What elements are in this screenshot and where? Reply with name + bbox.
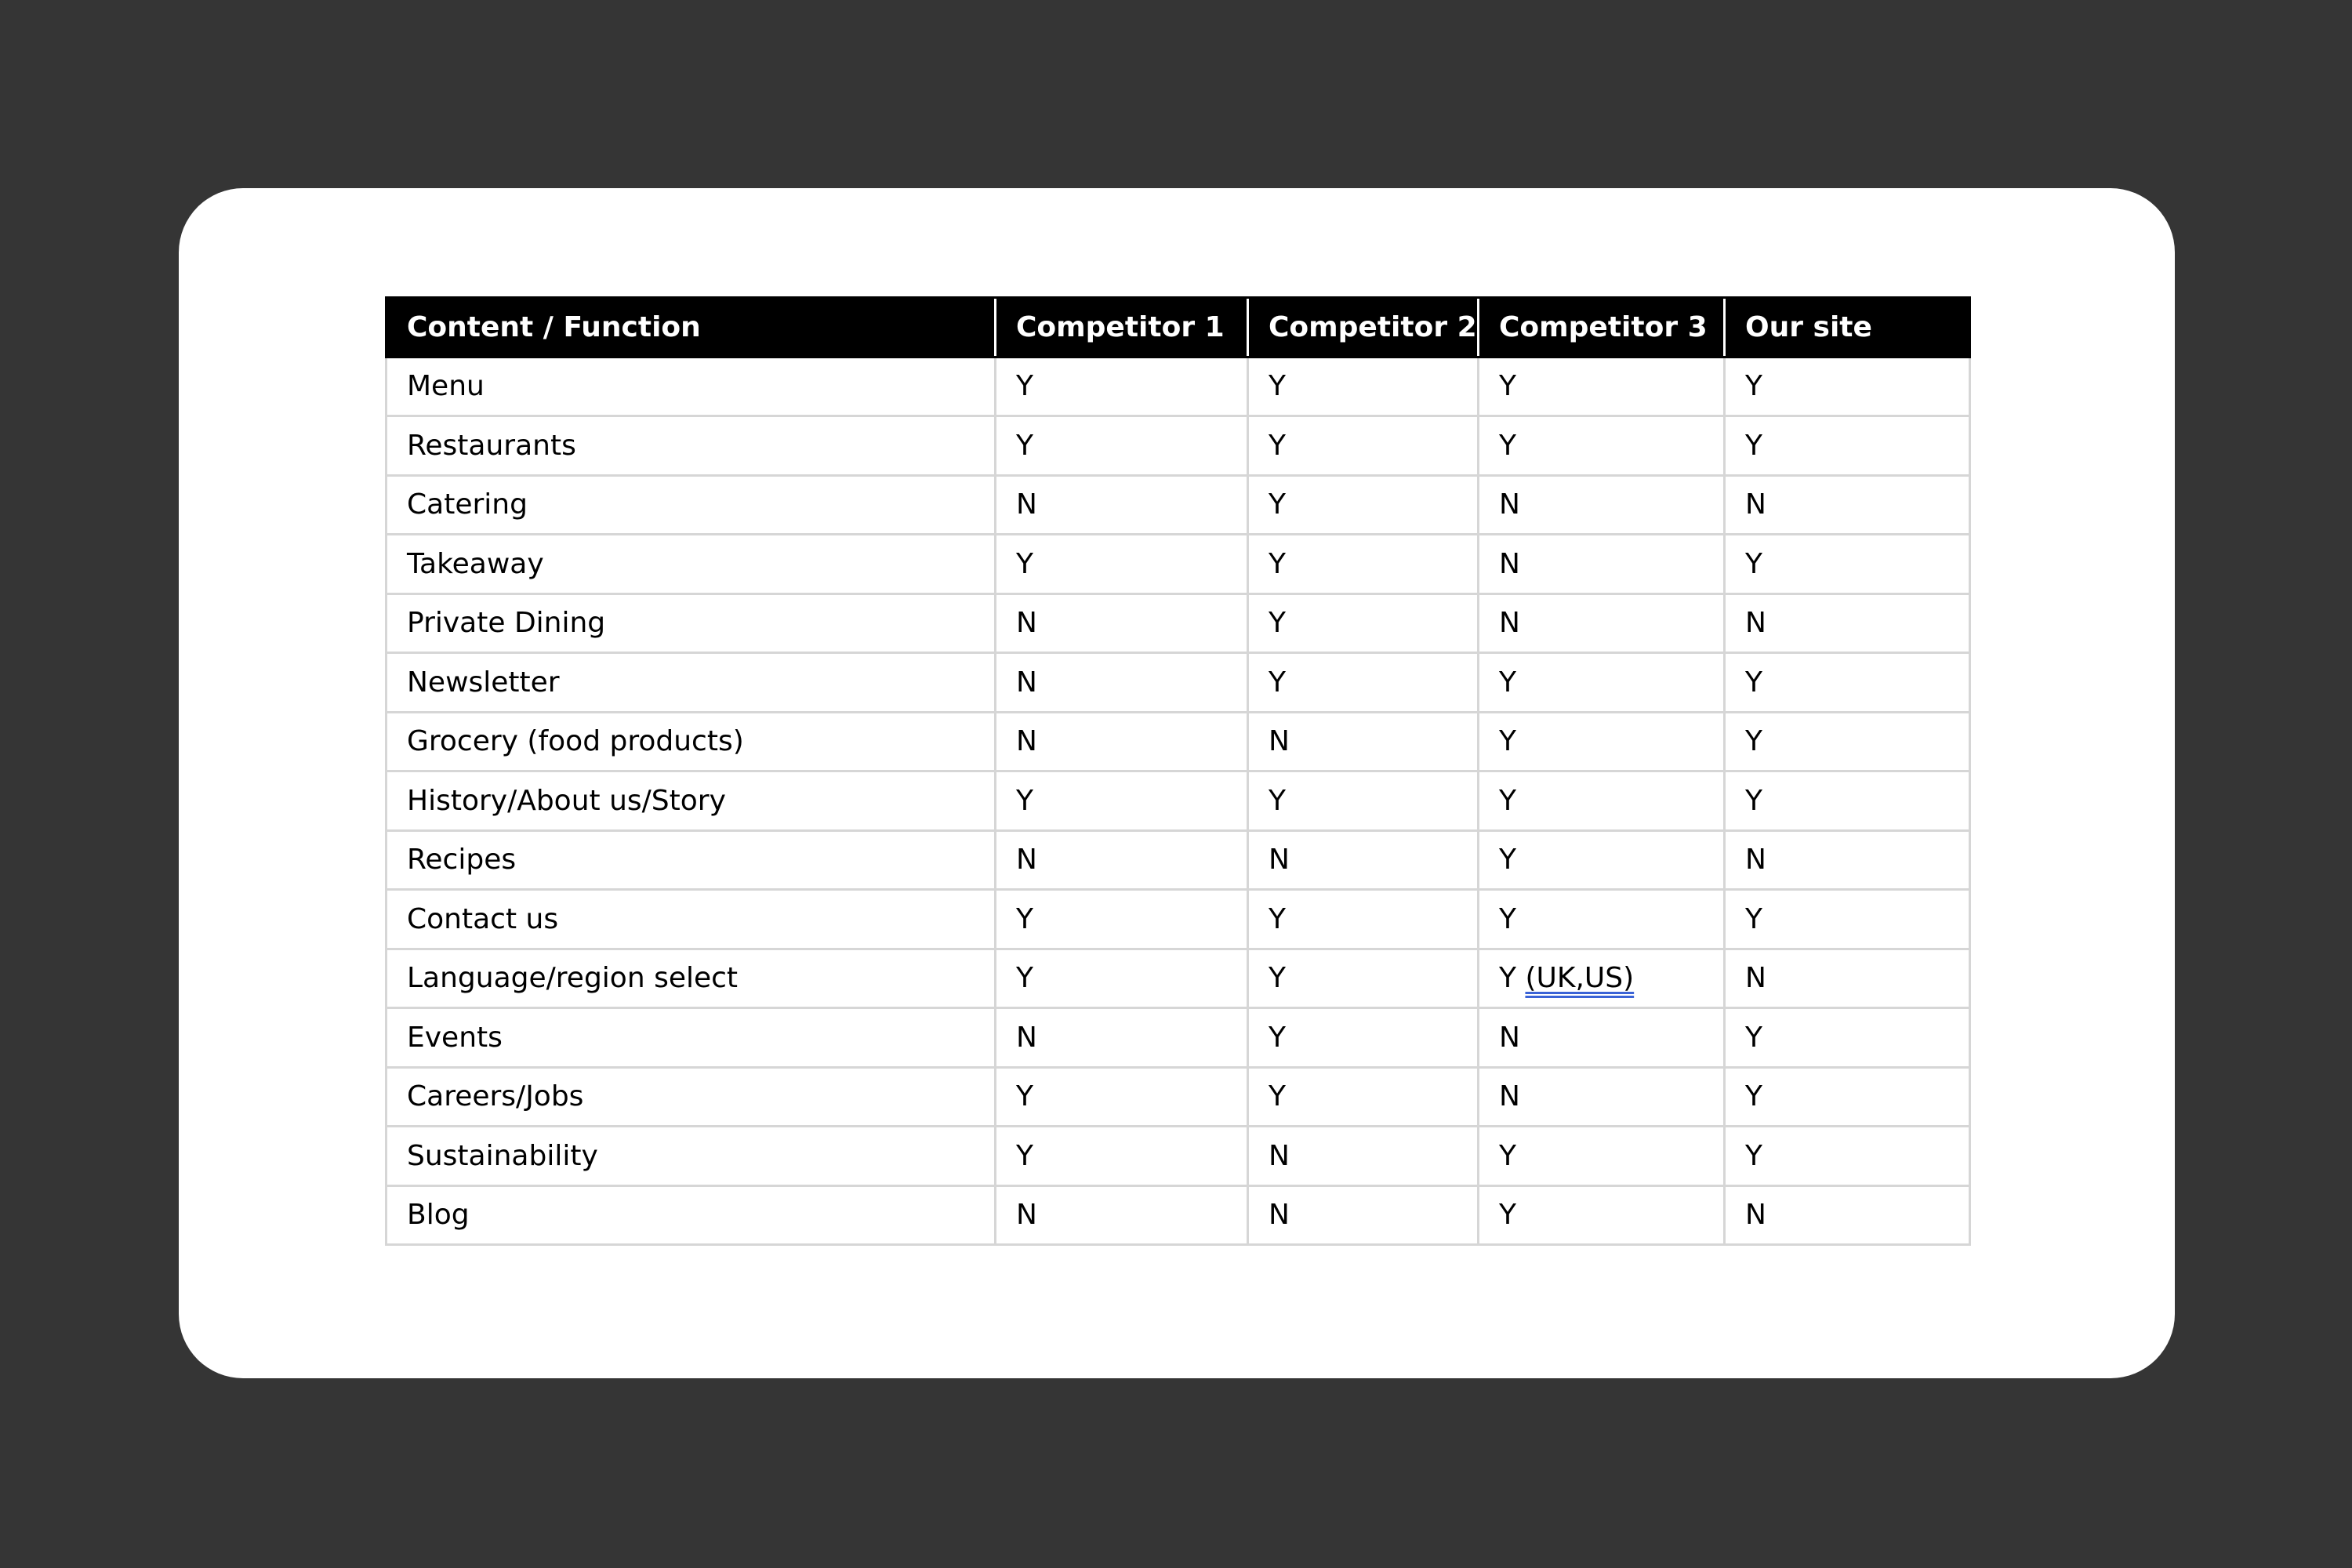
header-competitor-3: Competitor 3 [1479, 298, 1725, 358]
cell-our-site-value: Y [1745, 1080, 1762, 1113]
cell-competitor-2 [1248, 1185, 1479, 1245]
cell-feature [387, 890, 996, 949]
cell-feature [387, 1008, 996, 1068]
cell-competitor-3 [1479, 1185, 1725, 1245]
cell-feature [387, 357, 996, 416]
cell-competitor-1-value: N [1016, 1021, 1037, 1054]
cell-feature [387, 830, 996, 890]
cell-feature-value: Restaurants [407, 429, 576, 462]
cell-competitor-1 [996, 1127, 1248, 1186]
cell-competitor-1 [996, 1185, 1248, 1245]
cell-competitor-3-value: Y [1499, 666, 1516, 699]
cell-competitor-1-value: N [1016, 725, 1037, 758]
cell-feature [387, 535, 996, 594]
cell-competitor-3 [1479, 416, 1725, 476]
cell-competitor-2-value: N [1269, 725, 1290, 758]
table-row [387, 771, 1970, 831]
cell-competitor-2 [1248, 771, 1479, 831]
cell-competitor-2-value: Y [1269, 784, 1286, 817]
cell-competitor-1-value: Y [1016, 962, 1033, 995]
cell-competitor-3 [1479, 949, 1725, 1008]
cell-competitor-2-value: Y [1269, 429, 1286, 462]
cell-competitor-2 [1248, 1008, 1479, 1068]
cell-competitor-2-value: Y [1269, 962, 1286, 995]
cell-competitor-2-value: Y [1269, 370, 1286, 403]
cell-competitor-1 [996, 712, 1248, 771]
header-competitor-1: Competitor 1 [996, 298, 1248, 358]
comparison-table [385, 296, 1971, 1246]
cell-competitor-1 [996, 771, 1248, 831]
table-row [387, 890, 1970, 949]
table-row [387, 1127, 1970, 1186]
cell-competitor-1-value: N [1016, 666, 1037, 699]
cell-competitor-1-value: N [1016, 844, 1037, 877]
cell-feature-value: Grocery (food products) [407, 725, 744, 758]
cell-competitor-3-value: Y [1499, 962, 1516, 995]
header-content-function: Content / Function [387, 298, 996, 358]
table-row [387, 1008, 1970, 1068]
cell-our-site-value: Y [1745, 666, 1762, 699]
cell-our-site [1725, 771, 1970, 831]
cell-feature [387, 712, 996, 771]
cell-competitor-2 [1248, 830, 1479, 890]
cell-our-site [1725, 1185, 1970, 1245]
cell-competitor-2 [1248, 1067, 1479, 1127]
cell-feature [387, 1185, 996, 1245]
table-row [387, 357, 1970, 416]
cell-competitor-2-value: Y [1269, 1021, 1286, 1054]
cell-our-site-value: Y [1745, 1139, 1762, 1172]
cell-our-site [1725, 535, 1970, 594]
cell-competitor-2 [1248, 535, 1479, 594]
cell-our-site-value: N [1745, 488, 1766, 521]
cell-competitor-1 [996, 890, 1248, 949]
cell-competitor-2-value: N [1269, 844, 1290, 877]
cell-feature [387, 949, 996, 1008]
cell-competitor-3-note: (UK,US) [1525, 962, 1635, 995]
cell-competitor-3 [1479, 830, 1725, 890]
cell-competitor-1-value: N [1016, 1199, 1037, 1232]
cell-feature [387, 475, 996, 535]
cell-competitor-1 [996, 653, 1248, 713]
cell-competitor-3-value: N [1499, 547, 1520, 580]
cell-competitor-1-value: Y [1016, 370, 1033, 403]
cell-competitor-3 [1479, 712, 1725, 771]
cell-competitor-1-value: Y [1016, 784, 1033, 817]
cell-feature-value: Recipes [407, 844, 517, 877]
cell-competitor-1 [996, 1067, 1248, 1127]
cell-feature [387, 416, 996, 476]
cell-competitor-1 [996, 830, 1248, 890]
cell-feature [387, 593, 996, 653]
cell-competitor-1 [996, 357, 1248, 416]
cell-competitor-3-value: N [1499, 1080, 1520, 1113]
cell-competitor-2-value: Y [1269, 488, 1286, 521]
cell-competitor-2-value: N [1269, 1139, 1290, 1172]
cell-our-site [1725, 890, 1970, 949]
cell-our-site-value: N [1745, 844, 1766, 877]
cell-competitor-2-value: Y [1269, 547, 1286, 580]
cell-competitor-2 [1248, 416, 1479, 476]
cell-our-site [1725, 830, 1970, 890]
table-row [387, 1185, 1970, 1245]
cell-competitor-1 [996, 416, 1248, 476]
cell-competitor-3-value: N [1499, 488, 1520, 521]
cell-our-site-value: Y [1745, 902, 1762, 935]
cell-our-site [1725, 1127, 1970, 1186]
table-row [387, 593, 1970, 653]
table-row [387, 712, 1970, 771]
cell-competitor-3-value: Y [1499, 1199, 1516, 1232]
cell-feature-value: Newsletter [407, 666, 560, 699]
cell-competitor-3 [1479, 1127, 1725, 1186]
cell-feature-value: Contact us [407, 902, 559, 935]
table-row [387, 830, 1970, 890]
cell-competitor-2 [1248, 949, 1479, 1008]
cell-competitor-1 [996, 535, 1248, 594]
cell-competitor-2 [1248, 357, 1479, 416]
cell-our-site [1725, 475, 1970, 535]
cell-competitor-1-value: Y [1016, 1080, 1033, 1113]
cell-competitor-3-value: Y [1499, 370, 1516, 403]
cell-our-site-value: N [1745, 607, 1766, 640]
cell-competitor-3 [1479, 357, 1725, 416]
cell-feature-value: Catering [407, 488, 528, 521]
table-header [387, 298, 1970, 358]
cell-competitor-1 [996, 949, 1248, 1008]
cell-competitor-3 [1479, 593, 1725, 653]
cell-competitor-2-value: Y [1269, 902, 1286, 935]
table-row [387, 535, 1970, 594]
cell-our-site-value: Y [1745, 429, 1762, 462]
cell-competitor-2 [1248, 593, 1479, 653]
cell-our-site-value: N [1745, 962, 1766, 995]
cell-our-site [1725, 416, 1970, 476]
cell-competitor-1-value: Y [1016, 547, 1033, 580]
cell-feature [387, 1067, 996, 1127]
cell-competitor-3 [1479, 535, 1725, 594]
cell-competitor-1-value: Y [1016, 1139, 1033, 1172]
cell-our-site [1725, 1067, 1970, 1127]
cell-our-site-value: N [1745, 1199, 1766, 1232]
cell-competitor-1 [996, 475, 1248, 535]
cell-feature [387, 653, 996, 713]
cell-our-site [1725, 593, 1970, 653]
cell-competitor-3 [1479, 1008, 1725, 1068]
cell-our-site [1725, 712, 1970, 771]
cell-feature [387, 1127, 996, 1186]
table-body [387, 357, 1970, 1245]
cell-competitor-2 [1248, 475, 1479, 535]
cell-feature-value: Private Dining [407, 607, 606, 640]
header-competitor-2: Competitor 2 [1248, 298, 1479, 358]
cell-feature-value: Events [407, 1021, 503, 1054]
table-row [387, 416, 1970, 476]
cell-competitor-1-value: N [1016, 607, 1037, 640]
cell-competitor-3-value: Y [1499, 429, 1516, 462]
cell-competitor-1-value: N [1016, 488, 1037, 521]
cell-our-site [1725, 653, 1970, 713]
cell-competitor-3 [1479, 771, 1725, 831]
cell-competitor-1 [996, 1008, 1248, 1068]
table-row [387, 475, 1970, 535]
cell-competitor-3-value: Y [1499, 725, 1516, 758]
cell-our-site [1725, 357, 1970, 416]
cell-competitor-3-value: N [1499, 1021, 1520, 1054]
cell-feature-value: Menu [407, 370, 485, 403]
cell-feature [387, 771, 996, 831]
cell-our-site-value: Y [1745, 1021, 1762, 1054]
cell-our-site-value: Y [1745, 370, 1762, 403]
cell-competitor-1 [996, 593, 1248, 653]
cell-competitor-2 [1248, 712, 1479, 771]
header-row [387, 298, 1970, 358]
cell-our-site [1725, 949, 1970, 1008]
cell-competitor-3-value: N [1499, 607, 1520, 640]
cell-feature-value: Sustainability [407, 1139, 598, 1172]
cell-feature-value: Language/region select [407, 962, 739, 995]
cell-competitor-3-value: Y [1499, 1139, 1516, 1172]
cell-competitor-2 [1248, 1127, 1479, 1186]
cell-competitor-2-value: Y [1269, 607, 1286, 640]
cell-competitor-2 [1248, 890, 1479, 949]
cell-feature-value: Blog [407, 1199, 470, 1232]
cell-feature-value: Careers/Jobs [407, 1080, 584, 1113]
table-row [387, 1067, 1970, 1127]
cell-competitor-2-value: Y [1269, 666, 1286, 699]
cell-our-site [1725, 1008, 1970, 1068]
cell-competitor-3 [1479, 1067, 1725, 1127]
cell-competitor-2-value: Y [1269, 1080, 1286, 1113]
cell-competitor-1-value: Y [1016, 429, 1033, 462]
cell-our-site-value: Y [1745, 725, 1762, 758]
header-our-site: Our site [1725, 298, 1970, 358]
cell-our-site-value: Y [1745, 784, 1762, 817]
cell-competitor-3 [1479, 653, 1725, 713]
cell-competitor-3-value: Y [1499, 902, 1516, 935]
table-row [387, 653, 1970, 713]
cell-competitor-3-value: Y [1499, 844, 1516, 877]
cell-competitor-2-value: N [1269, 1199, 1290, 1232]
cell-competitor-3-value: Y [1499, 784, 1516, 817]
cell-competitor-1-value: Y [1016, 902, 1033, 935]
cell-our-site-value: Y [1745, 547, 1762, 580]
table-row [387, 949, 1970, 1008]
cell-competitor-3 [1479, 475, 1725, 535]
cell-competitor-2 [1248, 653, 1479, 713]
cell-feature-value: Takeaway [407, 547, 544, 580]
cell-competitor-3 [1479, 890, 1725, 949]
cell-feature-value: History/About us/Story [407, 784, 726, 817]
